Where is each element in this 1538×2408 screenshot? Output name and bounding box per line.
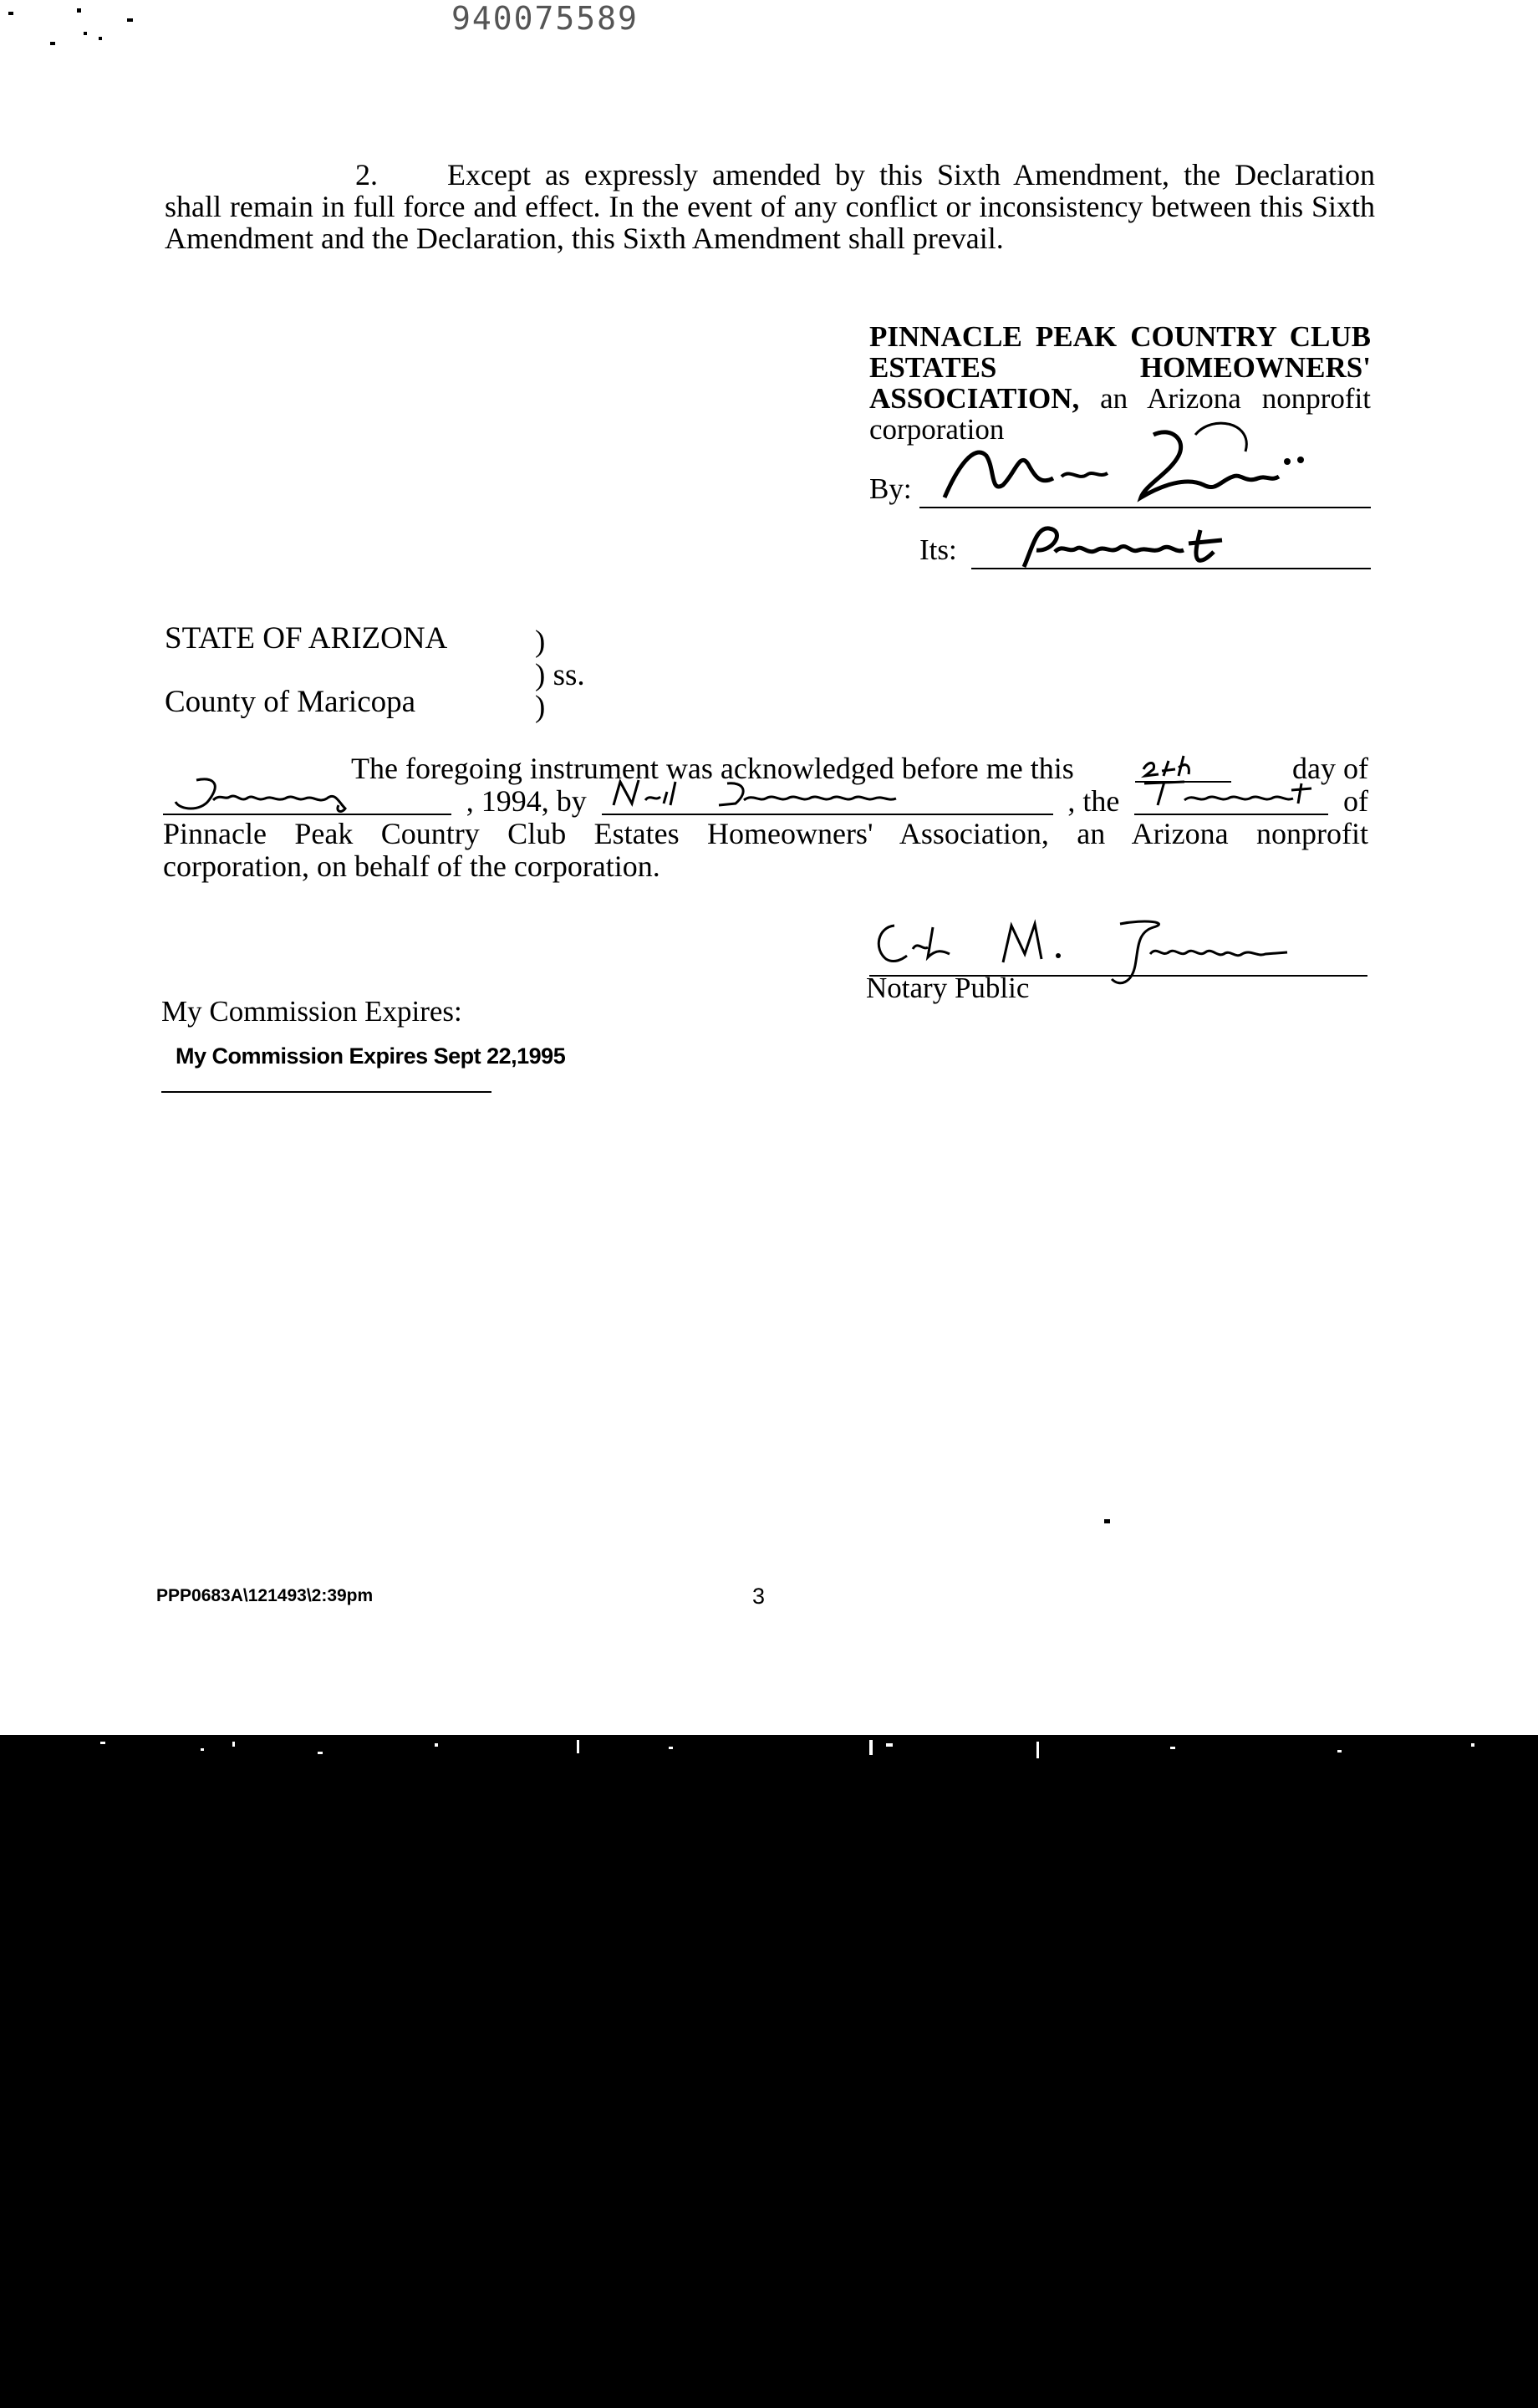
org-description: an Arizona nonprofit corporation: [869, 382, 1371, 446]
ack-intro-text: The foregoing instrument was acknowledged before me this: [351, 752, 1074, 785]
notary-label: Notary Public: [866, 972, 1030, 1004]
commission-label: My Commission Expires:: [161, 995, 462, 1028]
president-signature: [936, 418, 1371, 510]
title-handwriting: [1134, 775, 1328, 812]
commission-line: [161, 1091, 491, 1093]
of-text: of: [1342, 784, 1368, 818]
venue-paren-1: ): [535, 625, 546, 659]
the-text: , the: [1067, 784, 1120, 818]
month-field: [163, 785, 451, 815]
ack-line-3: Pinnacle Peak Country Club Estates Homeowners' Association, an Arizona nonprofit: [163, 817, 1368, 850]
year-text: , 1994, by: [466, 784, 587, 818]
footer-document-code: PPP0683A\121493\2:39pm: [156, 1586, 374, 1605]
its-label: Its:: [919, 533, 957, 566]
section-number: 2.: [355, 158, 378, 191]
state-label: STATE OF ARIZONA: [165, 621, 448, 656]
acknowledgment-paragraph: [163, 752, 1368, 883]
section-text: Except as expressly amended by this Sixth Amendment, the Declaration shall remain in full force and effect. In the event of any conflict or inconsistency between this Sixth Amendment and the Declaration, this Sixth Amendment shall prevail.: [165, 158, 1375, 255]
name-field: [602, 785, 1053, 815]
commission-stamp: My Commission Expires Sept 22,1995: [176, 1043, 566, 1069]
name-handwriting: [602, 775, 1053, 812]
county-label: County of Maricopa: [165, 685, 416, 719]
scan-black-band: [0, 1735, 1538, 2408]
bates-number: 940075589: [451, 0, 639, 37]
ack-line-4: corporation, on behalf of the corporation.: [163, 849, 660, 883]
by-label: By:: [869, 472, 912, 505]
day-handwriting: [1135, 746, 1231, 779]
its-handwritten-title: [1003, 518, 1254, 577]
day-of-text: day of: [1292, 752, 1368, 785]
section-2-paragraph: [165, 159, 1375, 254]
scan-specks: [0, 0, 167, 59]
venue-paren-3: ): [535, 690, 546, 724]
month-handwriting: [163, 775, 451, 812]
title-field: [1134, 785, 1328, 815]
org-name-bold: PINNACLE PEAK COUNTRY CLUB ESTATES HOMEOWNERS' ASSOCIATION,: [869, 320, 1371, 415]
ack-line-2: [163, 785, 1368, 818]
page-number: 3: [752, 1584, 766, 1609]
scan-speck: [1104, 1519, 1110, 1523]
venue-ss: ) ss.: [535, 658, 585, 692]
scan-noise: [0, 1735, 1538, 1768]
